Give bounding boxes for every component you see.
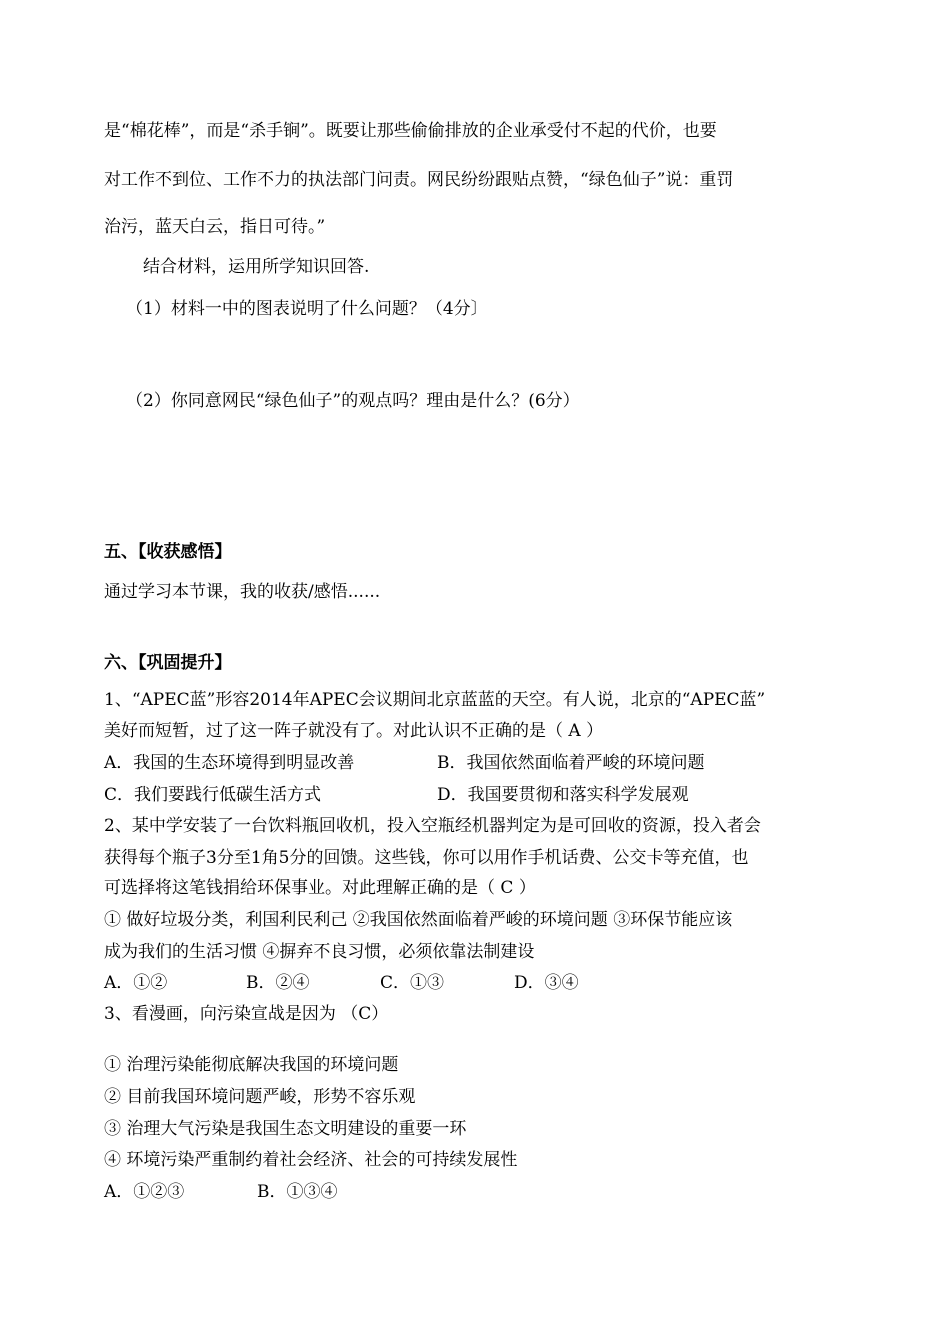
q2-option-a: A．①② xyxy=(104,973,168,993)
q3-item-2: ② 目前我国环境问题严峻，形势不容乐观 xyxy=(104,1087,416,1107)
material-line-2: 对工作不到位、工作不力的执法部门问责。网民纷纷跟贴点赞，“绿色仙子”说：重罚 xyxy=(104,170,734,190)
q3-item-4: ④ 环境污染严重制约着社会经济、社会的可持续发展性 xyxy=(104,1150,518,1170)
section6-heading: 六、【巩固提升】 xyxy=(104,653,232,673)
material-line-1: 是“棉花棒”，而是“杀手锏”。既要让那些偷偷排放的企业承受付不起的代价，也要 xyxy=(104,121,717,141)
q1-option-c: C．我们要践行低碳生活方式 xyxy=(104,785,322,805)
q2-line-1: 2、某中学安装了一台饮料瓶回收机，投入空瓶经机器判定为是可回收的资源，投入者会 xyxy=(104,816,761,836)
instruction: 结合材料，运用所学知识回答. xyxy=(143,257,370,277)
q3-item-3: ③ 治理大气污染是我国生态文明建设的重要一环 xyxy=(104,1119,467,1139)
q3-option-a: A．①②③ xyxy=(104,1182,185,1202)
q3-line-1: 3、看漫画，向污染宣战是因为 （C） xyxy=(104,1004,389,1024)
q2-option-c: C．①③ xyxy=(380,973,445,993)
q3-item-1: ① 治理污染能彻底解决我国的环境问题 xyxy=(104,1055,399,1075)
section5-text: 通过学习本节课，我的收获/感悟...... xyxy=(104,582,381,602)
q2-line-4: ① 做好垃圾分类，利国利民利己 ②我国依然面临着严峻的环境问题 ③环保节能应该 xyxy=(104,910,733,930)
q2-line-2: 获得每个瓶子3分至1角5分的回馈。这些钱，你可以用作手机话费、公交卡等充值，也 xyxy=(104,848,749,868)
section5-heading: 五、【收获感悟】 xyxy=(104,542,232,562)
q2-option-d: D．③④ xyxy=(514,973,579,993)
q2-line-5: 成为我们的生活习惯 ④摒弃不良习惯，必须依靠法制建设 xyxy=(104,942,535,962)
q1-line-1: 1、“APEC蓝”形容2014年APEC会议期间北京蓝蓝的天空。有人说，北京的“APEC蓝” xyxy=(104,690,766,710)
q1-option-d: D．我国要贯彻和落实科学发展观 xyxy=(437,785,689,805)
q1-line-2: 美好而短暂，过了这一阵子就没有了。对此认识不正确的是（ A ） xyxy=(104,721,604,741)
q3-option-b: B．①③④ xyxy=(257,1182,338,1202)
q1-option-a: A．我国的生态环境得到明显改善 xyxy=(104,753,355,773)
q1-option-b: B．我国依然面临着严峻的环境问题 xyxy=(437,753,705,773)
material-line-3: 治污，蓝天白云，指日可待。” xyxy=(104,217,326,237)
question-1: （1）材料一中的图表说明了什么问题？（4分〕 xyxy=(126,299,488,319)
question-2: （2）你同意网民“绿色仙子”的观点吗？理由是什么？(6分） xyxy=(126,391,580,411)
q2-line-3: 可选择将这笔钱捐给环保事业。对此理解正确的是（ C ） xyxy=(104,878,536,898)
q2-option-b: B．②④ xyxy=(246,973,310,993)
